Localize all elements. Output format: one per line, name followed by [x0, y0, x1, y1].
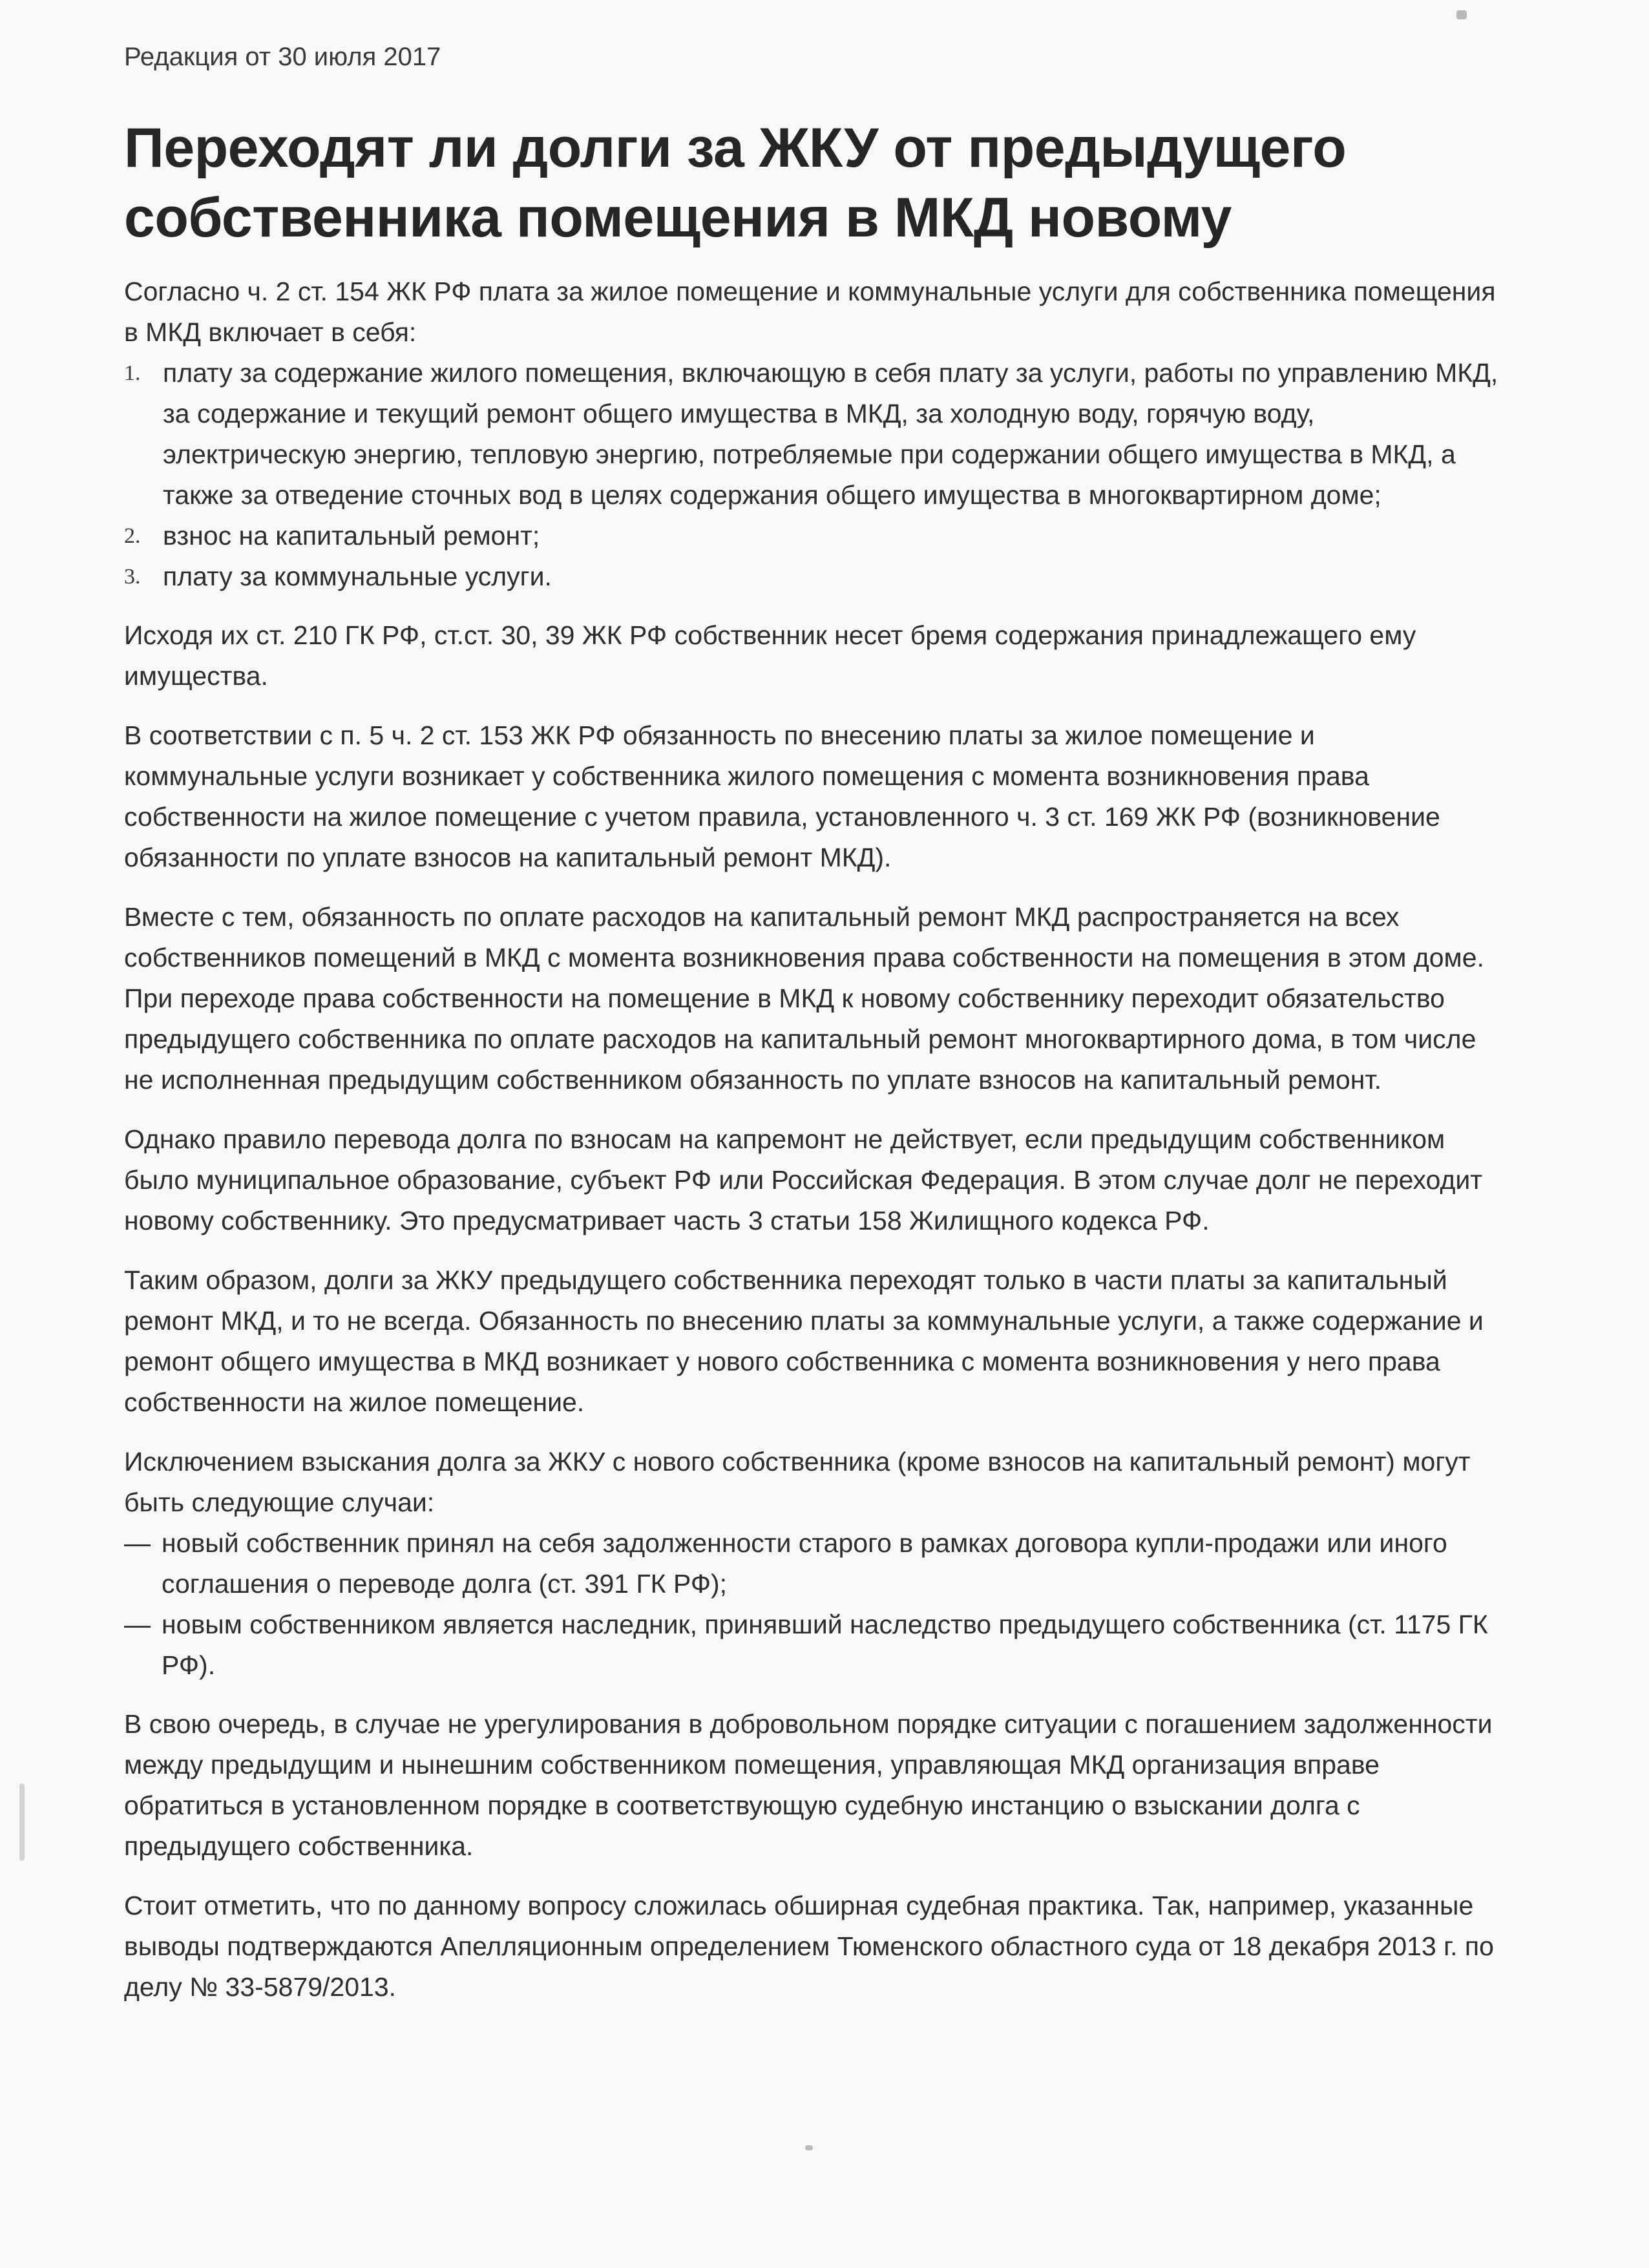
- list-number: 1.: [124, 361, 141, 385]
- paragraph-exception-municipal: Однако правило перевода долга по взносам на капремонт не действует, если предыдущим собственником было муниципальное образование, субъект РФ или Российская Федерация. В этом случае долг не переходит новому собственнику. Это предусматривает часть 3 статьи 158 Жилищного кодекса РФ.: [124, 1124, 1483, 1235]
- paragraph-ownership-burden: Исходя их ст. 210 ГК РФ, ст.ст. 30, 39 ЖК РФ собственник несет бремя содержания принадлежащего ему имущества.: [124, 620, 1416, 691]
- list-item: [124, 353, 1500, 516]
- scan-artifact: [1456, 10, 1467, 19]
- list-item: [124, 1604, 1500, 1686]
- list-item-text: взнос на капитальный ремонт;: [163, 521, 540, 551]
- paragraph-court-practice: Стоит отметить, что по данному вопросу сложилась обширная судебная практика. Так, например, указанные выводы подтверждаются Апелляционным определением Тюменского областного суда от 18 декабря 2013 г. по делу № 33-5879/2013.: [124, 1891, 1494, 2002]
- exception-items-list: [124, 1523, 1500, 1686]
- paragraph-capital-repair: Вместе с тем, обязанность по оплате расходов на капитальный ремонт МКД распространяется на всех собственников помещений в МКД с момента возникновения права собственности на помещения в этом доме. При переходе права собственности на помещение в МКД к новому собственнику переходит обязательство предыдущего собственника по оплате расходов на капитальный ремонт многоквартирного дома, в том числе не исполненная предыдущим собственником обязанность по уплате взносов на капитальный ремонт.: [124, 902, 1484, 1095]
- list-item-text: плату за содержание жилого помещения, включающую в себя плату за услуги, работы по управлению МКД, за содержание и текущий ремонт общего имущества в МКД, за холодную воду, горячую воду, электрическую энергию, тепловую энергию, потребляемые при содержании общего имущества в МКД, а также за отведение сточных вод в целях содержания общего имущества в многоквартирном доме;: [163, 358, 1498, 510]
- paragraph-court-recovery: В свою очередь, в случае не урегулирования в добровольном порядке ситуации с погашением задолженности между предыдущим и нынешним собственником помещения, управляющая МКД организация вправе обратиться в установленном порядке в соответствующую судебную инстанцию о взыскании долга с предыдущего собственника.: [124, 1709, 1493, 1861]
- payment-items-list: [124, 353, 1500, 597]
- list-dash: —: [124, 1610, 151, 1639]
- list-number: 3.: [124, 565, 141, 589]
- scan-artifact: [805, 2145, 813, 2150]
- list-item-text: новым собственником является наследник, принявший наследство предыдущего собственника (ст. 1175 ГК РФ).: [162, 1610, 1488, 1680]
- list-item: [124, 1523, 1500, 1604]
- scan-artifact: [19, 1783, 25, 1861]
- redaction-date: Редакция от 30 июля 2017: [124, 43, 441, 71]
- list-item-text: новый собственник принял на себя задолженности старого в рамках договора купли-продажи или иного соглашения о переводе долга (ст. 391 ГК РФ);: [162, 1528, 1447, 1599]
- page-title: Переходят ли долги за ЖКУ от предыдущего собственника помещения в МКД новому: [124, 117, 1347, 249]
- paragraph-payment-obligation: В соответствии с п. 5 ч. 2 ст. 153 ЖК РФ обязанность по внесению платы за жилое помещение и коммунальные услуги возникает у собственника жилого помещения с момента возникновения права собственности на жилое помещение с учетом правила, установленного ч. 3 ст. 169 ЖК РФ (возникновение обязанности по уплате взносов на капитальный ремонт МКД).: [124, 720, 1440, 872]
- paragraph-conclusion: Таким образом, долги за ЖКУ предыдущего собственника переходят только в части платы за капитальный ремонт МКД, и то не всегда. Обязанность по внесению платы за коммунальные услуги, а также содержание и ремонт общего имущества в МКД возникает у нового собственника с момента возникновения у него права собственности на жилое помещение.: [124, 1265, 1484, 1417]
- list-number: 2.: [124, 524, 141, 548]
- intro-paragraph: Согласно ч. 2 ст. 154 ЖК РФ плата за жилое помещение и коммунальные услуги для собственника помещения в МКД включает в себя:: [124, 277, 1496, 347]
- paragraph-exceptions-intro: Исключением взыскания долга за ЖКУ с нового собственника (кроме взносов на капитальный ремонт) могут быть следующие случаи:: [124, 1447, 1471, 1517]
- list-item: [124, 556, 1500, 597]
- list-item-text: плату за коммунальные услуги.: [163, 562, 552, 591]
- document-body: [124, 271, 1500, 2026]
- list-item: [124, 516, 1500, 556]
- list-dash: —: [124, 1528, 151, 1558]
